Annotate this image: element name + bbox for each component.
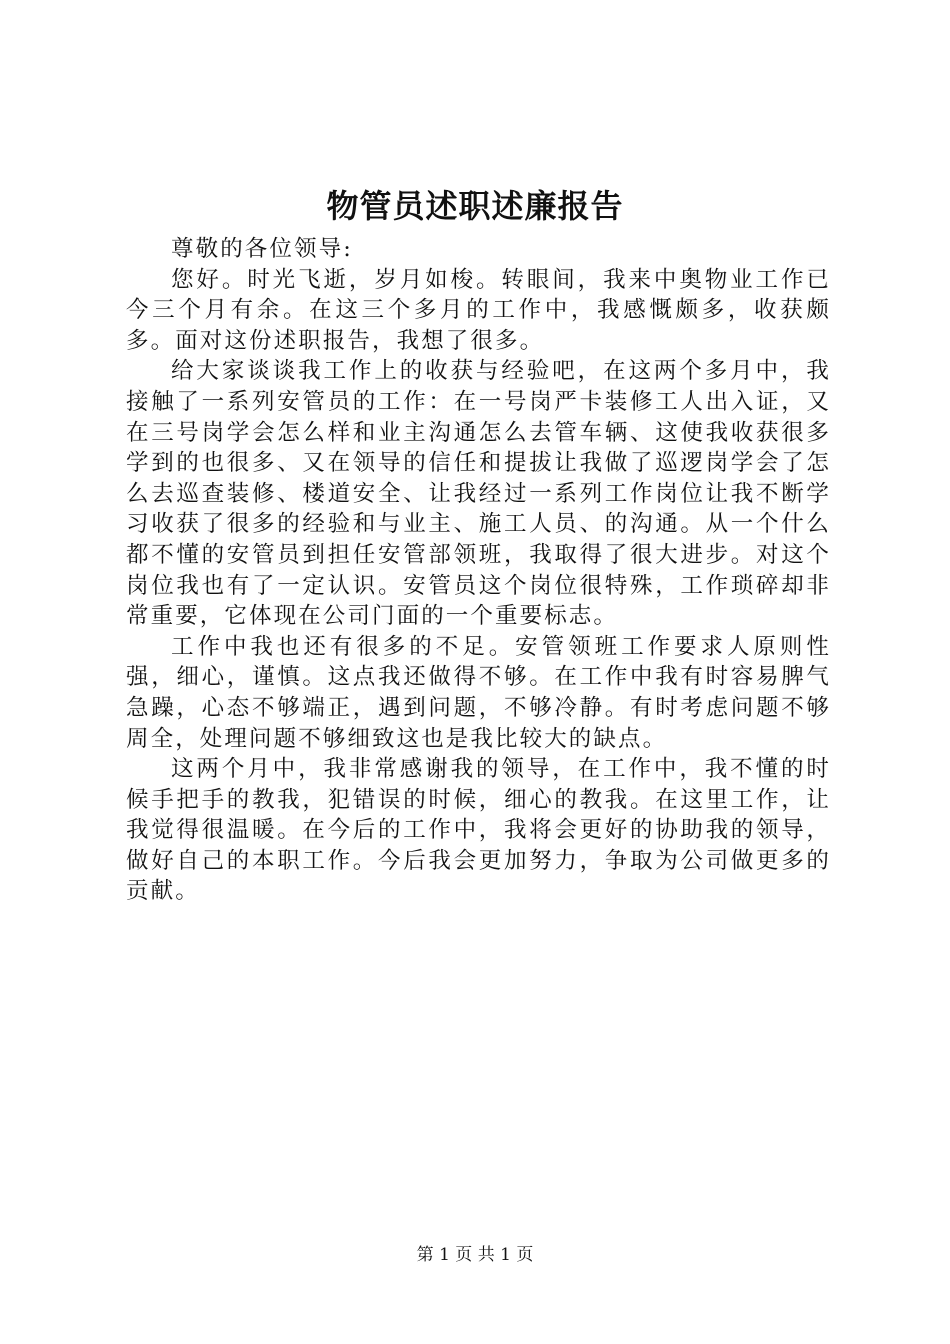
- paragraph-2: 给大家谈谈我工作上的收获与经验吧，在这两个多月中，我接触了一系列安管员的工作：在一号岗严卡装修工人出入证，又在三号岗学会怎么样和业主沟通怎么去管车辆、这使我收获很多学到的也很多、又在领导的信任和提拔让我做了巡逻岗学会了怎么去巡查装修、楼道安全、让我经过一系列工作岗位让我不断学习收获了很多的经验和与业主、施工人员、的沟通。从一个什么都不懂的安管员到担任安管部领班，我取得了很大进步。对这个岗位我也有了一定认识。安管员这个岗位很特殊，工作琐碎却非常重要，它体现在公司门面的一个重要标志。: [126, 358, 831, 630]
- page-number-footer: 第 1 页 共 1 页: [416, 1245, 534, 1265]
- paragraph-4: 这两个月中，我非常感谢我的领导，在工作中，我不懂的时候手把手的教我，犯错误的时候，细心的教我。在这里工作，让我觉得很温暖。在今后的工作中，我将会更好的协助我的领导，做好自己的本职工作。今后我会更加努力，争取为公司做更多的贡献。: [126, 756, 831, 905]
- document-body: [126, 234, 831, 907]
- paragraph-1: 您好。时光飞逝，岁月如梭。转眼间，我来中奥物业工作已今三个月有余。在这三个多月的工作中，我感慨颇多，收获颇多。面对这份述职报告，我想了很多。: [126, 266, 831, 354]
- paragraph-3: 工作中我也还有很多的不足。安管领班工作要求人原则性强，细心，谨慎。这点我还做得不够。在工作中我有时容易脾气急躁，心态不够端正，遇到问题，不够冷静。有时考虑问题不够周全，处理问题不够细致这也是我比较大的缺点。: [126, 633, 831, 752]
- salutation: 尊敬的各位领导:: [171, 236, 353, 262]
- document-title: 物管员述职述廉报告: [326, 187, 624, 225]
